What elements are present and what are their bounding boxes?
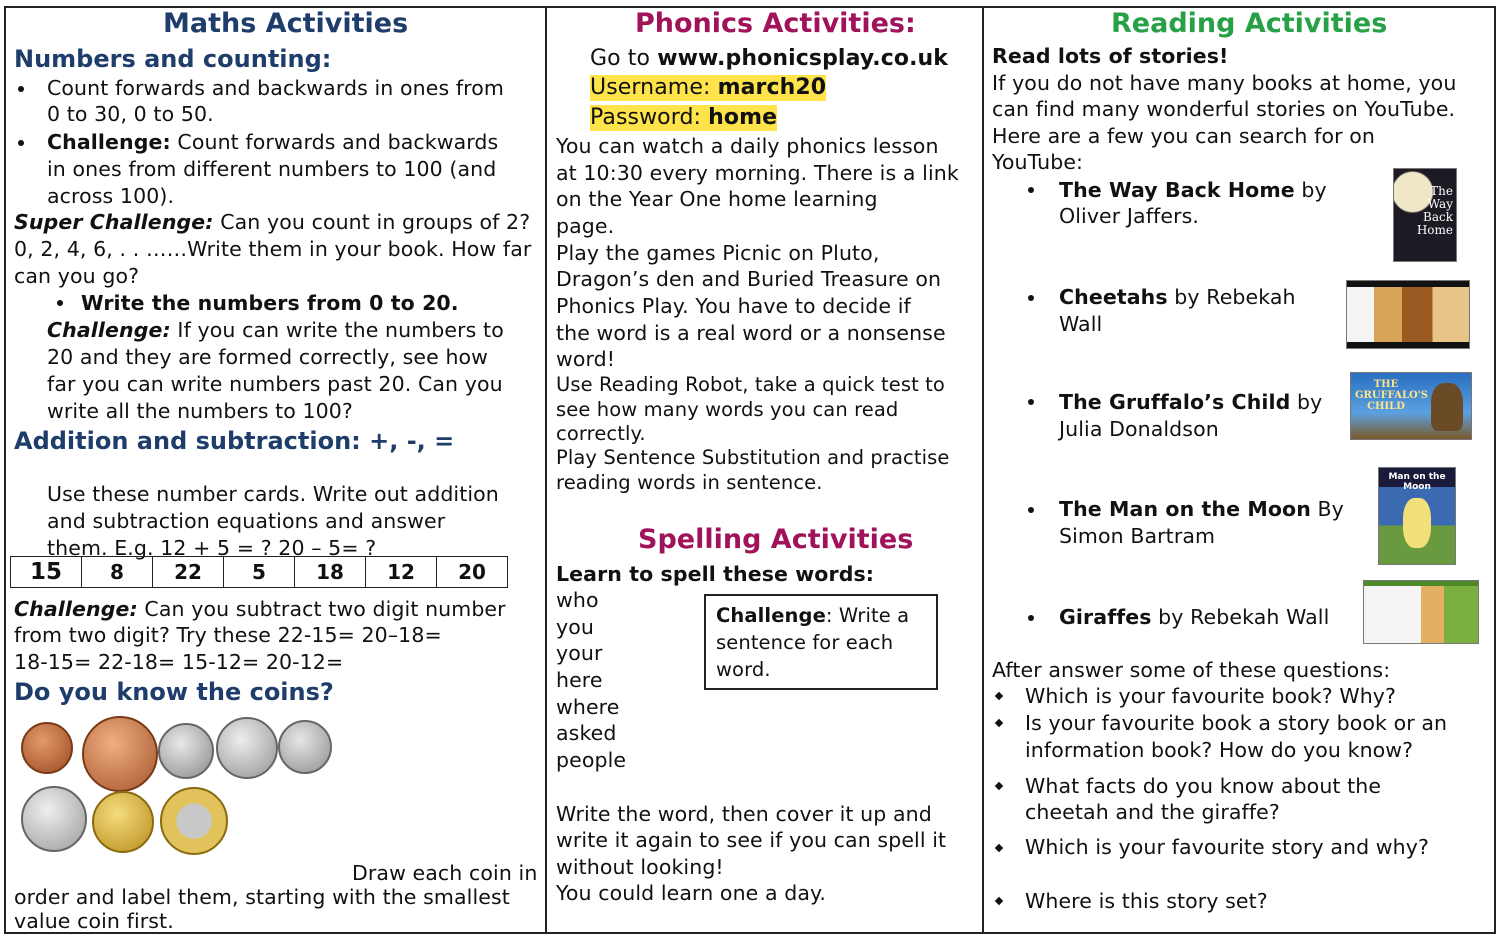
count-line-1: Count forwards and backwards in ones from [47,76,504,100]
bullet-dot [1028,295,1034,301]
phonics-p2-line: the word is a real word or a nonsense [556,321,946,345]
book-author-line: Oliver Jaffers. [1059,204,1199,228]
phonics-p1-line: at 10:30 every morning. There is a link [556,161,959,185]
phonics-p4-line: reading words in sentence. [556,471,823,494]
phonics-p1-line: on the Year One home learning [556,187,878,211]
number-card: 5 [224,557,295,588]
reading-intro-line: can find many wonderful stories on YouTube. [992,97,1456,121]
cards-line-2: and subtraction equations and answer [47,509,446,533]
reading-intro-line: If you do not have many books at home, you [992,71,1457,95]
coin-5p-icon [158,723,214,779]
write-numbers-bullet: Write the numbers from 0 to 20. [81,291,459,315]
challenge-line-2: in ones from different numbers to 100 (and [47,157,497,181]
maths-title: Maths Activities [163,8,409,39]
spelling-tip-line: You could learn one a day. [556,881,826,905]
question-line: cheetah and the giraffe? [1025,800,1280,824]
coin-10p-icon [216,717,278,779]
book-author-line: Wall [1059,312,1103,336]
super-challenge-line-2: 0, 2, 4, 6, . . ……Write them in your book. How far [14,237,532,261]
phonics-p3-line: correctly. [556,422,646,445]
question-line: Which is your favourite story and why? [1025,835,1429,859]
coins-heading: Do you know the coins? [14,678,334,706]
bullet-dot [57,300,63,306]
coin-20p-icon [278,720,332,774]
bullet-dot [18,140,24,146]
question-line: Where is this story set? [1025,889,1268,913]
challenge-line-3: across 100). [47,184,175,208]
coin-2-pound-icon [160,787,228,855]
book-cover-way-back-home: The Way Back Home [1393,168,1457,262]
phonics-p1-line: You can watch a daily phonics lesson [556,134,939,158]
spelling-tip-line: Write the word, then cover it up and [556,802,932,826]
coin-2p-icon [82,716,158,792]
spelling-word: where [556,695,620,719]
cards-line-1: Use these number cards. Write out addition [47,482,499,506]
reading-title: Reading Activities [1111,8,1388,39]
book-author-line: Simon Bartram [1059,524,1216,548]
spelling-word: you [556,615,594,639]
spelling-word: asked [556,721,617,745]
spelling-title: Spelling Activities [638,524,914,555]
numbers-heading: Numbers and counting: [14,45,332,73]
phonics-website-link[interactable]: www.phonicsplay.co.uk [657,46,949,71]
book-title-line: The Way Back Home by [1059,178,1327,202]
phonics-p1-line: page. [556,214,615,238]
coins-line-2: order and label them, starting with the smallest [14,885,510,909]
phonics-p3-line: Use Reading Robot, take a quick test to [556,373,945,396]
spelling-word: here [556,668,603,692]
question-line: Which is your favourite book? Why? [1025,684,1397,708]
spelling-word: who [556,588,599,612]
book-cover-giraffes [1363,580,1479,644]
spelling-challenge-line-3: word. [716,658,771,681]
phonics-p2-line: Dragon’s den and Buried Treasure on [556,267,942,291]
super-challenge-line-3: can you go? [14,264,140,288]
reading-intro-line: Here are a few you can search for on [992,124,1375,148]
book-author-line: Julia Donaldson [1059,417,1219,441]
cards-line-3: them. E.g. 12 + 5 = ? 20 – 5= ? [47,536,377,560]
spelling-tip-line: without looking! [556,855,724,879]
number-card: 20 [437,557,508,588]
phonics-p2-line: Phonics Play. You have to decide if [556,294,911,318]
book-title-line: Giraffes by Rebekah Wall [1059,605,1330,629]
addition-heading: Addition and subtraction: +, -, = [14,427,455,455]
challenge-line-1: Challenge: Count forwards and backwards [47,130,499,154]
read-lots-heading: Read lots of stories! [992,44,1229,68]
subtract-challenge-line-3: 18-15= 22-18= 15-12= 20-12= [14,650,344,674]
spelling-tip-line: write it again to see if you can spell it [556,828,947,852]
write-challenge-line-2: 20 and they are formed correctly, see how [47,345,489,369]
bullet-dot [1028,507,1034,513]
bullet-dot [1028,399,1034,405]
subtract-challenge-line-1: Challenge: Can you subtract two digit number [14,597,506,621]
count-line-2: 0 to 30, 0 to 50. [47,102,214,126]
bullet-dot [1028,187,1034,193]
coins-line-1: Draw each coin in [352,861,538,885]
spelling-learn-label: Learn to spell these words: [556,562,875,586]
book-title-line: Cheetahs by Rebekah [1059,285,1296,309]
number-card: 18 [295,557,366,588]
phonics-username: Username: march20 [590,75,827,100]
subtract-challenge-line-2: from two digit? Try these 22-15= 20–18= [14,623,442,647]
book-cover-man-on-the-moon: Man on the Moon [1378,467,1456,565]
coin-1-pound-icon [92,791,154,853]
number-cards [10,556,508,588]
question-line: What facts do you know about the [1025,774,1382,798]
book-title-line: The Man on the Moon By [1059,497,1344,521]
coins-line-3: value coin first. [14,909,174,933]
write-challenge-line-1: Challenge: If you can write the numbers to [47,318,504,342]
number-card: 8 [82,557,153,588]
coin-50p-icon [21,786,87,852]
number-card: 12 [366,557,437,588]
book-title-line: The Gruffalo’s Child by [1059,390,1323,414]
phonics-password: Password: home [590,105,778,130]
bullet-dot [18,86,24,92]
super-challenge-line-1: Super Challenge: Can you count in groups of 2? [14,210,531,234]
spelling-word: your [556,641,603,665]
question-line: Is your favourite book a story book or an [1025,711,1448,735]
write-challenge-line-4: write all the numbers to 100? [47,399,353,423]
book-cover-gruffalos-child: THE GRUFFALO'S CHILD [1350,372,1472,440]
reading-intro-line: YouTube: [992,150,1084,174]
phonics-p2-line: Play the games Picnic on Pluto, [556,241,880,265]
coin-1p-icon [21,722,73,774]
phonics-title: Phonics Activities: [635,8,916,39]
phonics-p3-line: see how many words you can read [556,398,899,421]
phonics-p4-line: Play Sentence Substitution and practise [556,446,950,469]
bullet-dot [1028,615,1034,621]
spelling-word: people [556,748,627,772]
spelling-challenge-line-1: Challenge: Write a [716,604,910,627]
spelling-challenge-line-2: sentence for each [716,631,894,654]
book-cover-cheetahs [1346,280,1470,349]
question-line: information book? How do you know? [1025,738,1414,762]
number-card: 22 [153,557,224,588]
phonics-p2-line: word! [556,347,616,371]
write-challenge-line-3: far you can write numbers past 20. Can you [47,372,503,396]
phonics-goto-line: Go to www.phonicsplay.co.uk [590,46,949,71]
number-card: 15 [11,557,82,588]
questions-intro: After answer some of these questions: [992,658,1391,682]
